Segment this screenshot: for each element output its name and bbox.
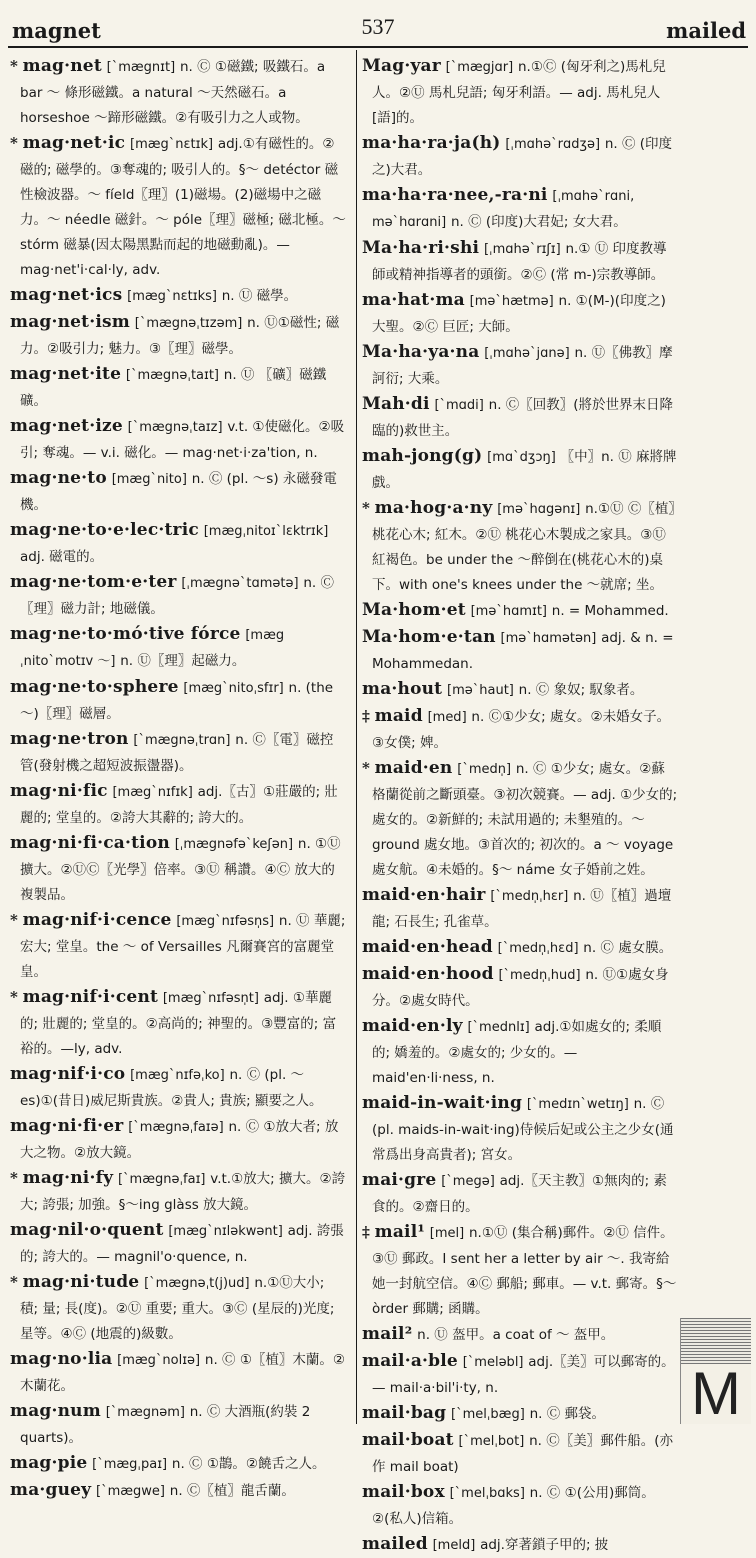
entry-definition: adj. & n. = Mohammedan.	[372, 630, 674, 672]
dictionary-entry	[362, 288, 678, 339]
entry-headword: mai·gre	[362, 1170, 437, 1190]
dictionary-entry	[362, 1091, 678, 1167]
entry-pronunciation: [ˋmægnəˌtrɑn]	[133, 733, 231, 748]
entry-pronunciation: [məˋhɑmətən]	[500, 631, 597, 646]
entry-pronunciation: [ˋmægnəˌtaɪz]	[127, 420, 223, 435]
entry-mark: *	[362, 759, 370, 777]
dictionary-entry	[362, 1428, 678, 1479]
entry-headword: mag·ne·to	[10, 468, 107, 488]
entry-pronunciation: [ˋmægnəm]	[105, 1405, 185, 1420]
entry-pronunciation: [ˋmægnɪt]	[106, 60, 176, 75]
entry-headword: mag·ne·tom·e·ter	[10, 572, 177, 592]
entry-headword: ma·ha·ra·nee,-ra·ni	[362, 185, 548, 205]
entry-pronunciation: [məˋhɑgənɪ]	[497, 502, 581, 517]
dictionary-entry	[362, 1168, 678, 1219]
entry-headword: mag·ni·fi·er	[10, 1116, 124, 1136]
dictionary-entry	[10, 1347, 346, 1398]
dictionary-entry	[362, 1322, 678, 1348]
dictionary-entry	[362, 883, 678, 934]
entry-mark: *	[362, 499, 370, 517]
entry-pronunciation: [ˌmɑhəˋjɑnə]	[484, 346, 570, 361]
entry-definition: n. Ⓒ 象奴; 馭象者。	[518, 682, 644, 698]
entry-headword: mailed	[362, 1534, 428, 1554]
dictionary-entry	[362, 625, 678, 676]
entry-definition: n. Ⓤ〖植〗過壇龍; 石長生; 孔雀草。	[372, 888, 672, 930]
entry-pronunciation: [ˌmɑhəˋrɪʃɪ]	[483, 242, 561, 257]
entry-definition: n. Ⓤ〖理〗起磁力。	[120, 653, 246, 669]
entry-headword: mag·net·ite	[10, 364, 122, 384]
entry-headword: mag·ne·tron	[10, 729, 129, 749]
entry-pronunciation: [mægˋnɛtɪks]	[127, 289, 217, 304]
entry-pronunciation: [med]	[427, 710, 467, 725]
entry-pronunciation: [ˋmægnəˌfaɪ]	[117, 1172, 206, 1187]
entry-pronunciation: [ˋmednlɪ]	[467, 1020, 530, 1035]
entry-headword: mag·ne·to·e·lec·tric	[10, 520, 199, 540]
entry-pronunciation: [mægˌnitoɪˋlɛktrɪk]	[203, 524, 329, 539]
dictionary-entry	[362, 1401, 678, 1427]
entry-definition: adj. 磁電的。	[20, 549, 104, 565]
entry-pronunciation: [ˋmægˌpaɪ]	[92, 1457, 168, 1472]
entry-definition: n. Ⓒ 郵袋。	[529, 1406, 605, 1422]
entry-mark: ‡	[362, 707, 370, 725]
entry-definition: n. Ⓒ (pl. ～es)①(昔日)威尼斯貴族。②貴人; 貴族; 顯要之人。	[20, 1067, 323, 1109]
entry-definition: n. Ⓒ ①少女; 處女。②蘇格蘭從前之斷頭臺。③初次競賽。— adj. ①少女的; 處女的。②新鮮的; 未試用過的; 未墾殖的。～ ground 處女地。③首次的; 初次的。a ～ voyage 處女航。④未婚的。§～ náme 女子婚前之姓。	[372, 761, 678, 878]
entry-pronunciation: [ˋmegə]	[441, 1174, 495, 1189]
dictionary-entry	[10, 622, 346, 674]
entry-headword: mag·nif·i·cence	[22, 910, 172, 930]
entry-definition: n. Ⓤ 〖礦〗磁鐵礦。	[20, 367, 327, 409]
entry-headword: mag·net·ics	[10, 285, 123, 305]
entry-definition: n.①Ⓤ大小; 積; 量; 長(度)。②Ⓤ 重要; 重大。③Ⓒ (星辰的)光度; 星等。④Ⓒ (地震的)級數。	[20, 1275, 335, 1342]
dictionary-entry	[10, 1451, 346, 1477]
entry-headword: maid·en·head	[362, 937, 493, 957]
entry-headword: maid·en·hood	[362, 964, 494, 984]
dictionary-entry	[10, 985, 346, 1061]
entry-definition: v.t.①放大; 擴大。②誇大; 誇張; 加強。§～ing glàss 放大鏡。	[20, 1171, 346, 1213]
entry-pronunciation: [mægˋnolɪə]	[117, 1353, 201, 1368]
dictionary-entry	[362, 444, 678, 495]
guide-word-right: mailed	[666, 18, 746, 43]
entry-pronunciation: [ˌmɑhəˋrɑdʒə]	[505, 137, 601, 152]
entry-definition: n. Ⓤ 盔甲。a coat of ～ 盔甲。	[417, 1327, 615, 1343]
entry-headword: mag·pie	[10, 1453, 88, 1473]
entry-pronunciation: [mɑˋdʒɔŋ]	[487, 450, 556, 465]
dictionary-entry	[10, 1166, 346, 1217]
entry-definition: n.①Ⓒ (匈牙利之)馬札兒人。②Ⓤ 馬札兒語; 匈牙利語。— adj. 馬札兒人[語]的。	[372, 59, 666, 126]
entry-definition: n.①Ⓤ Ⓒ〖植〗桃花心木; 紅木。②Ⓤ 桃花心木製成之家具。③Ⓤ 紅褐色。be under the ～醉倒在(桃花心木的)桌下。with one's knees under the ～就席; 坐。	[372, 501, 676, 593]
dictionary-entry	[362, 756, 678, 882]
entry-pronunciation: [ˋmeləbl]	[462, 1355, 524, 1370]
dictionary-entry	[362, 704, 678, 755]
right-column	[362, 54, 678, 1554]
entry-headword: Mah·di	[362, 394, 430, 414]
entry-definition: adj.〖美〗可以郵寄的。— mail·a·bil'i·ty, n.	[372, 1354, 675, 1396]
entry-pronunciation: [ˋmægnəˌt(j)ud]	[144, 1276, 250, 1291]
entry-definition: n. ①Ⓤ 擴大。②ⓊⒸ〖光學〗倍率。③Ⓤ 稱讚。④Ⓒ 放大的複製品。	[20, 836, 341, 903]
entry-pronunciation: [ˋmægwe]	[96, 1484, 166, 1499]
entry-pronunciation: [ˋmelˌbot]	[458, 1434, 525, 1449]
dictionary-entry	[10, 54, 346, 130]
entry-headword: ma·ha·ra·ja(h)	[362, 133, 501, 153]
page-header	[0, 0, 756, 48]
entry-headword: mag·no·lia	[10, 1349, 113, 1369]
dictionary-entry	[10, 908, 346, 984]
entry-definition: n. Ⓒ〖電〗磁控管(發射機之超短波振盪器)。	[20, 732, 334, 774]
entry-headword: Ma·ha·ya·na	[362, 342, 480, 362]
entry-headword: mah-jong(g)	[362, 446, 483, 466]
entry-pronunciation: [ˌmægnəˋtɑmətə]	[181, 576, 299, 591]
entry-pronunciation: [meld]	[432, 1538, 476, 1553]
dictionary-entry	[10, 362, 346, 413]
entry-definition: n. Ⓒ ①鵲。②饒舌之人。	[171, 1456, 326, 1472]
entry-definition: n. Ⓒ 大酒瓶(約裝 2 quarts)。	[20, 1404, 311, 1446]
entry-pronunciation: [mægˋnɛtɪk]	[130, 137, 214, 152]
dictionary-entry	[10, 518, 346, 569]
column-divider	[356, 50, 357, 1424]
entry-pronunciation: [ˋmedn̩]	[457, 762, 512, 777]
entry-mark: *	[10, 988, 18, 1006]
entry-definition: n. Ⓒ (pl. maids-in-wait·ing)侍候后妃或公主之少女(通常爲出身高貴者); 宮女。	[372, 1096, 674, 1163]
entry-pronunciation: [ˋmedn̩ˌhud]	[498, 968, 581, 983]
entry-definition: n.①Ⓤ (集合稱)郵件。②Ⓤ 信件。③Ⓤ 郵政。I sent her a letter by air ～. 我寄給她一封航空信。④Ⓒ 郵船; 郵車。— v.t. 郵寄。§～ òrder 郵購; 函購。	[372, 1225, 677, 1317]
entry-mark: *	[10, 911, 18, 929]
dictionary-entry	[10, 570, 346, 621]
dictionary-entry	[362, 183, 678, 235]
entry-headword: mail·boat	[362, 1430, 454, 1450]
dictionary-entry	[362, 236, 678, 287]
entry-headword: mag·ni·fi·ca·tion	[10, 833, 170, 853]
entry-definition: n. (the ～)〖理〗磁層。	[20, 680, 334, 722]
header-rule	[8, 46, 748, 48]
entry-pronunciation: [ˋmedɪnˋwetɪŋ]	[526, 1097, 629, 1112]
entry-definition: n. Ⓒ ①(公用)郵筒。②(私人)信箱。	[372, 1485, 655, 1527]
dictionary-entry	[10, 131, 346, 282]
page-number: 537	[361, 14, 395, 39]
left-column	[10, 54, 346, 1500]
entry-pronunciation: [ˋmægnəˌtaɪt]	[125, 368, 220, 383]
entry-pronunciation: [mægˋnito]	[111, 472, 187, 487]
entry-headword: Ma·hom·et	[362, 600, 466, 620]
dictionary-entry	[362, 1220, 678, 1321]
entry-pronunciation: [məˋhaut]	[447, 683, 514, 698]
entry-definition: n. Ⓤ〖佛教〗摩訶衍; 大乘。	[372, 345, 673, 387]
entry-pronunciation: [mægˋnɪfəˌko]	[130, 1068, 225, 1083]
entry-definition: n. Ⓒ ①放大者; 放大之物。②放大鏡。	[20, 1119, 339, 1161]
entry-definition: n. Ⓤ①處女身分。②處女時代。	[372, 967, 669, 1009]
dictionary-entry	[362, 496, 678, 597]
entry-mark: *	[10, 134, 18, 152]
dictionary-entry	[362, 935, 678, 961]
entry-pronunciation: [ˋmedn̩ˌhɛd]	[497, 941, 579, 956]
dictionary-entry	[10, 779, 346, 830]
entry-pronunciation: [ˋmɑdi]	[434, 398, 484, 413]
thumb-index-tab	[680, 1318, 751, 1427]
entry-headword: mail²	[362, 1324, 413, 1344]
dictionary-entry	[10, 414, 346, 465]
dictionary-entry	[10, 283, 346, 309]
dictionary-entry	[10, 310, 346, 361]
dictionary-entry	[10, 466, 346, 517]
entry-headword: Ma·hom·e·tan	[362, 627, 496, 647]
entry-pronunciation: [ˋmægjɑr]	[445, 60, 514, 75]
entry-pronunciation: [ˋmægnəˌtɪzəm]	[134, 316, 243, 331]
entry-definition: n. Ⓒ〖植〗龍舌蘭。	[169, 1483, 295, 1499]
entry-definition: n.① Ⓤ 印度教導師或精神指導者的頭銜。②Ⓒ (常 m-)宗教導師。	[372, 241, 667, 283]
entry-headword: mag·nif·i·co	[10, 1064, 126, 1084]
entry-pronunciation: [ˌmægnəfəˋkeʃən]	[174, 837, 294, 852]
entry-definition: adj.穿著鎖子甲的; 披	[480, 1537, 609, 1553]
entry-headword: maid-in-wait·ing	[362, 1093, 523, 1113]
entry-headword: mag·ni·fic	[10, 781, 108, 801]
entry-pronunciation: [mel]	[429, 1226, 465, 1241]
entry-headword: mag·nil·o·quent	[10, 1220, 164, 1240]
entry-definition: n. Ⓤ 磁學。	[221, 288, 298, 304]
entry-definition: adj. 誇張的; 誇大的。— magnil'o·quence, n.	[20, 1223, 344, 1265]
entry-definition: n. Ⓒ 處女膜。	[583, 940, 673, 956]
dictionary-entry	[362, 131, 678, 182]
entry-definition: adj.〖天主教〗①無肉的; 素食的。②齋日的。	[372, 1173, 667, 1215]
entry-headword: mail·a·ble	[362, 1351, 458, 1371]
dictionary-entry	[10, 1478, 346, 1504]
entry-headword: mail¹	[374, 1222, 426, 1242]
entry-definition: adj. ①華麗的; 壯麗的; 堂皇的。②高尚的; 神聖的。③豐富的; 富裕的。—ly, adv.	[20, 990, 337, 1057]
entry-definition: adj.〖古〗①莊嚴的; 壯麗的; 堂皇的。②誇大其辭的; 誇大的。	[20, 784, 338, 826]
dictionary-entry	[362, 1480, 678, 1531]
entry-definition: n. Ⓒ〖美〗郵件船。(亦作 mail boat)	[372, 1433, 673, 1475]
entry-pronunciation: [mægˋnɪfɪk]	[112, 785, 193, 800]
dictionary-entry	[362, 962, 678, 1013]
entry-definition: n. Ⓒ①少女; 處女。②未婚女子。③女僕; 婢。	[372, 709, 671, 751]
entry-definition: n. Ⓒ (印度之)大君。	[372, 136, 673, 178]
dictionary-entry	[10, 831, 346, 907]
entry-headword: mail·bag	[362, 1403, 447, 1423]
entry-definition: n. Ⓒ〖回教〗(將於世界末日降臨的)救世主。	[372, 397, 674, 439]
entry-definition: n. Ⓒ ①〖植〗木蘭。②木蘭花。	[20, 1352, 346, 1394]
entry-definition: n. Ⓒ (pl. ～s) 永磁發電機。	[20, 471, 337, 513]
entry-mark: *	[10, 57, 18, 75]
entry-headword: mag·net·ism	[10, 312, 130, 332]
thumb-index-letter: M	[681, 1364, 751, 1424]
entry-headword: mag·ne·to·sphere	[10, 677, 179, 697]
entry-headword: mag·ne·to·mó·tive fórce	[10, 624, 241, 644]
dictionary-entry	[362, 677, 678, 703]
entry-headword: ma·hout	[362, 679, 443, 699]
entry-pronunciation: [mægˋnɪləkwənt]	[168, 1224, 283, 1239]
dictionary-entry	[10, 1399, 346, 1450]
dictionary-entry	[362, 598, 678, 624]
entry-headword: Ma·ha·ri·shi	[362, 238, 480, 258]
entry-headword: mag·ni·tude	[22, 1272, 140, 1292]
entry-headword: ma·hog·a·ny	[374, 498, 493, 518]
entry-pronunciation: [ˋmelˌbæg]	[451, 1407, 525, 1422]
entry-definition: n. Ⓒ〖理〗磁力計; 地磁儀。	[20, 575, 335, 617]
entry-headword: maid·en	[374, 758, 453, 778]
dictionary-entry	[362, 54, 678, 130]
entry-headword: ma·guey	[10, 1480, 92, 1500]
entry-mark: *	[10, 1273, 18, 1291]
entry-pronunciation: [mægˋnɪfəsn̩s]	[176, 914, 275, 929]
dictionary-entry	[362, 1014, 678, 1090]
dictionary-entry	[10, 1270, 346, 1346]
entry-definition: n. Ⓤ①磁性; 磁力。②吸引力; 魅力。③〖理〗磁學。	[20, 315, 340, 357]
entry-headword: mag·net·ize	[10, 416, 123, 436]
entry-pronunciation: [mægˌnitoˋmotɪv ～]	[20, 628, 285, 669]
entry-pronunciation: [məˋhætmə]	[469, 294, 554, 309]
guide-word-left: magnet	[12, 18, 101, 43]
entry-definition: n. Ⓒ ①磁鐵; 吸鐵石。a bar ～ 條形磁鐵。a natural ～天然磁石。a horseshoe ～蹄形磁鐵。②有吸引力之人或物。	[20, 59, 326, 126]
entry-definition: v.t. ①使磁化。②吸引; 奪魂。— v.i. 磁化。— mag·net·i·za'tion, n.	[20, 419, 345, 461]
entry-headword: mag·net·ic	[22, 133, 126, 153]
entry-headword: maid·en·ly	[362, 1016, 463, 1036]
entry-headword: mag·ni·fy	[22, 1168, 114, 1188]
entry-headword: ma·hat·ma	[362, 290, 465, 310]
entry-mark: ‡	[362, 1223, 370, 1241]
dictionary-entry	[362, 392, 678, 443]
entry-definition: n. ①(M-)(印度之)大聖。②Ⓒ 巨匠; 大師。	[372, 293, 666, 335]
entry-definition: n. Ⓒ (印度)大君妃; 女大君。	[450, 214, 627, 230]
dictionary-entry	[10, 675, 346, 726]
dictionary-entry	[362, 340, 678, 391]
entry-pronunciation: [mægˋnitoˌsfɪr]	[183, 681, 284, 696]
entry-pronunciation: [ˋmægnəˌfaɪə]	[128, 1120, 224, 1135]
entry-headword: mail·box	[362, 1482, 445, 1502]
entry-pronunciation: [ˋmedn̩ˌhɛr]	[490, 889, 569, 904]
entry-headword: Mag·yar	[362, 56, 441, 76]
dictionary-entry	[10, 1114, 346, 1165]
entry-definition: n. = Mohammed.	[551, 603, 669, 619]
dictionary-entry	[10, 727, 346, 778]
entry-headword: mag·num	[10, 1401, 101, 1421]
dictionary-entry	[362, 1532, 678, 1558]
dictionary-entry	[362, 1349, 678, 1400]
entry-headword: maid	[374, 706, 423, 726]
entry-pronunciation: [məˋhɑmɪt]	[470, 604, 547, 619]
entry-headword: mag·nif·i·cent	[22, 987, 159, 1007]
entry-definition: adj.①有磁性的。②磁的; 磁學的。③奪魂的; 吸引人的。§～ detéctor 磁性檢波器。～ fíeld〖理〗(1)磁場。(2)磁場中之磁力。～ néedle 磁針。～ póle〖理〗磁極; 磁北極。～ stórm 磁暴(因太陽黑點而起的地磁動亂)。— mag·net'i·cal·ly, adv.	[20, 136, 346, 278]
entry-definition: n. Ⓤ 華麗; 宏大; 堂皇。the ～ of Versailles 凡爾賽宮的富麗堂皇。	[20, 913, 346, 980]
entry-headword: maid·en·hair	[362, 885, 486, 905]
entry-pronunciation: [ˋmelˌbɑks]	[449, 1486, 525, 1501]
entry-pronunciation: [ˌmɑhəˋrɑni, məˋhɑrɑni]	[372, 189, 635, 230]
entry-mark: *	[10, 1169, 18, 1187]
entry-pronunciation: [mægˋnɪfəsn̩t]	[162, 991, 259, 1006]
entry-definition: 〖中〗n. Ⓤ 麻將牌戲。	[372, 449, 677, 491]
entry-headword: mag·net	[22, 56, 102, 76]
entry-definition: adj.①如處女的; 柔順的; 嬌羞的。②處女的; 少女的。— maid'en·li·ness, n.	[372, 1019, 662, 1086]
dictionary-entry	[10, 1218, 346, 1269]
dictionary-entry	[10, 1062, 346, 1113]
